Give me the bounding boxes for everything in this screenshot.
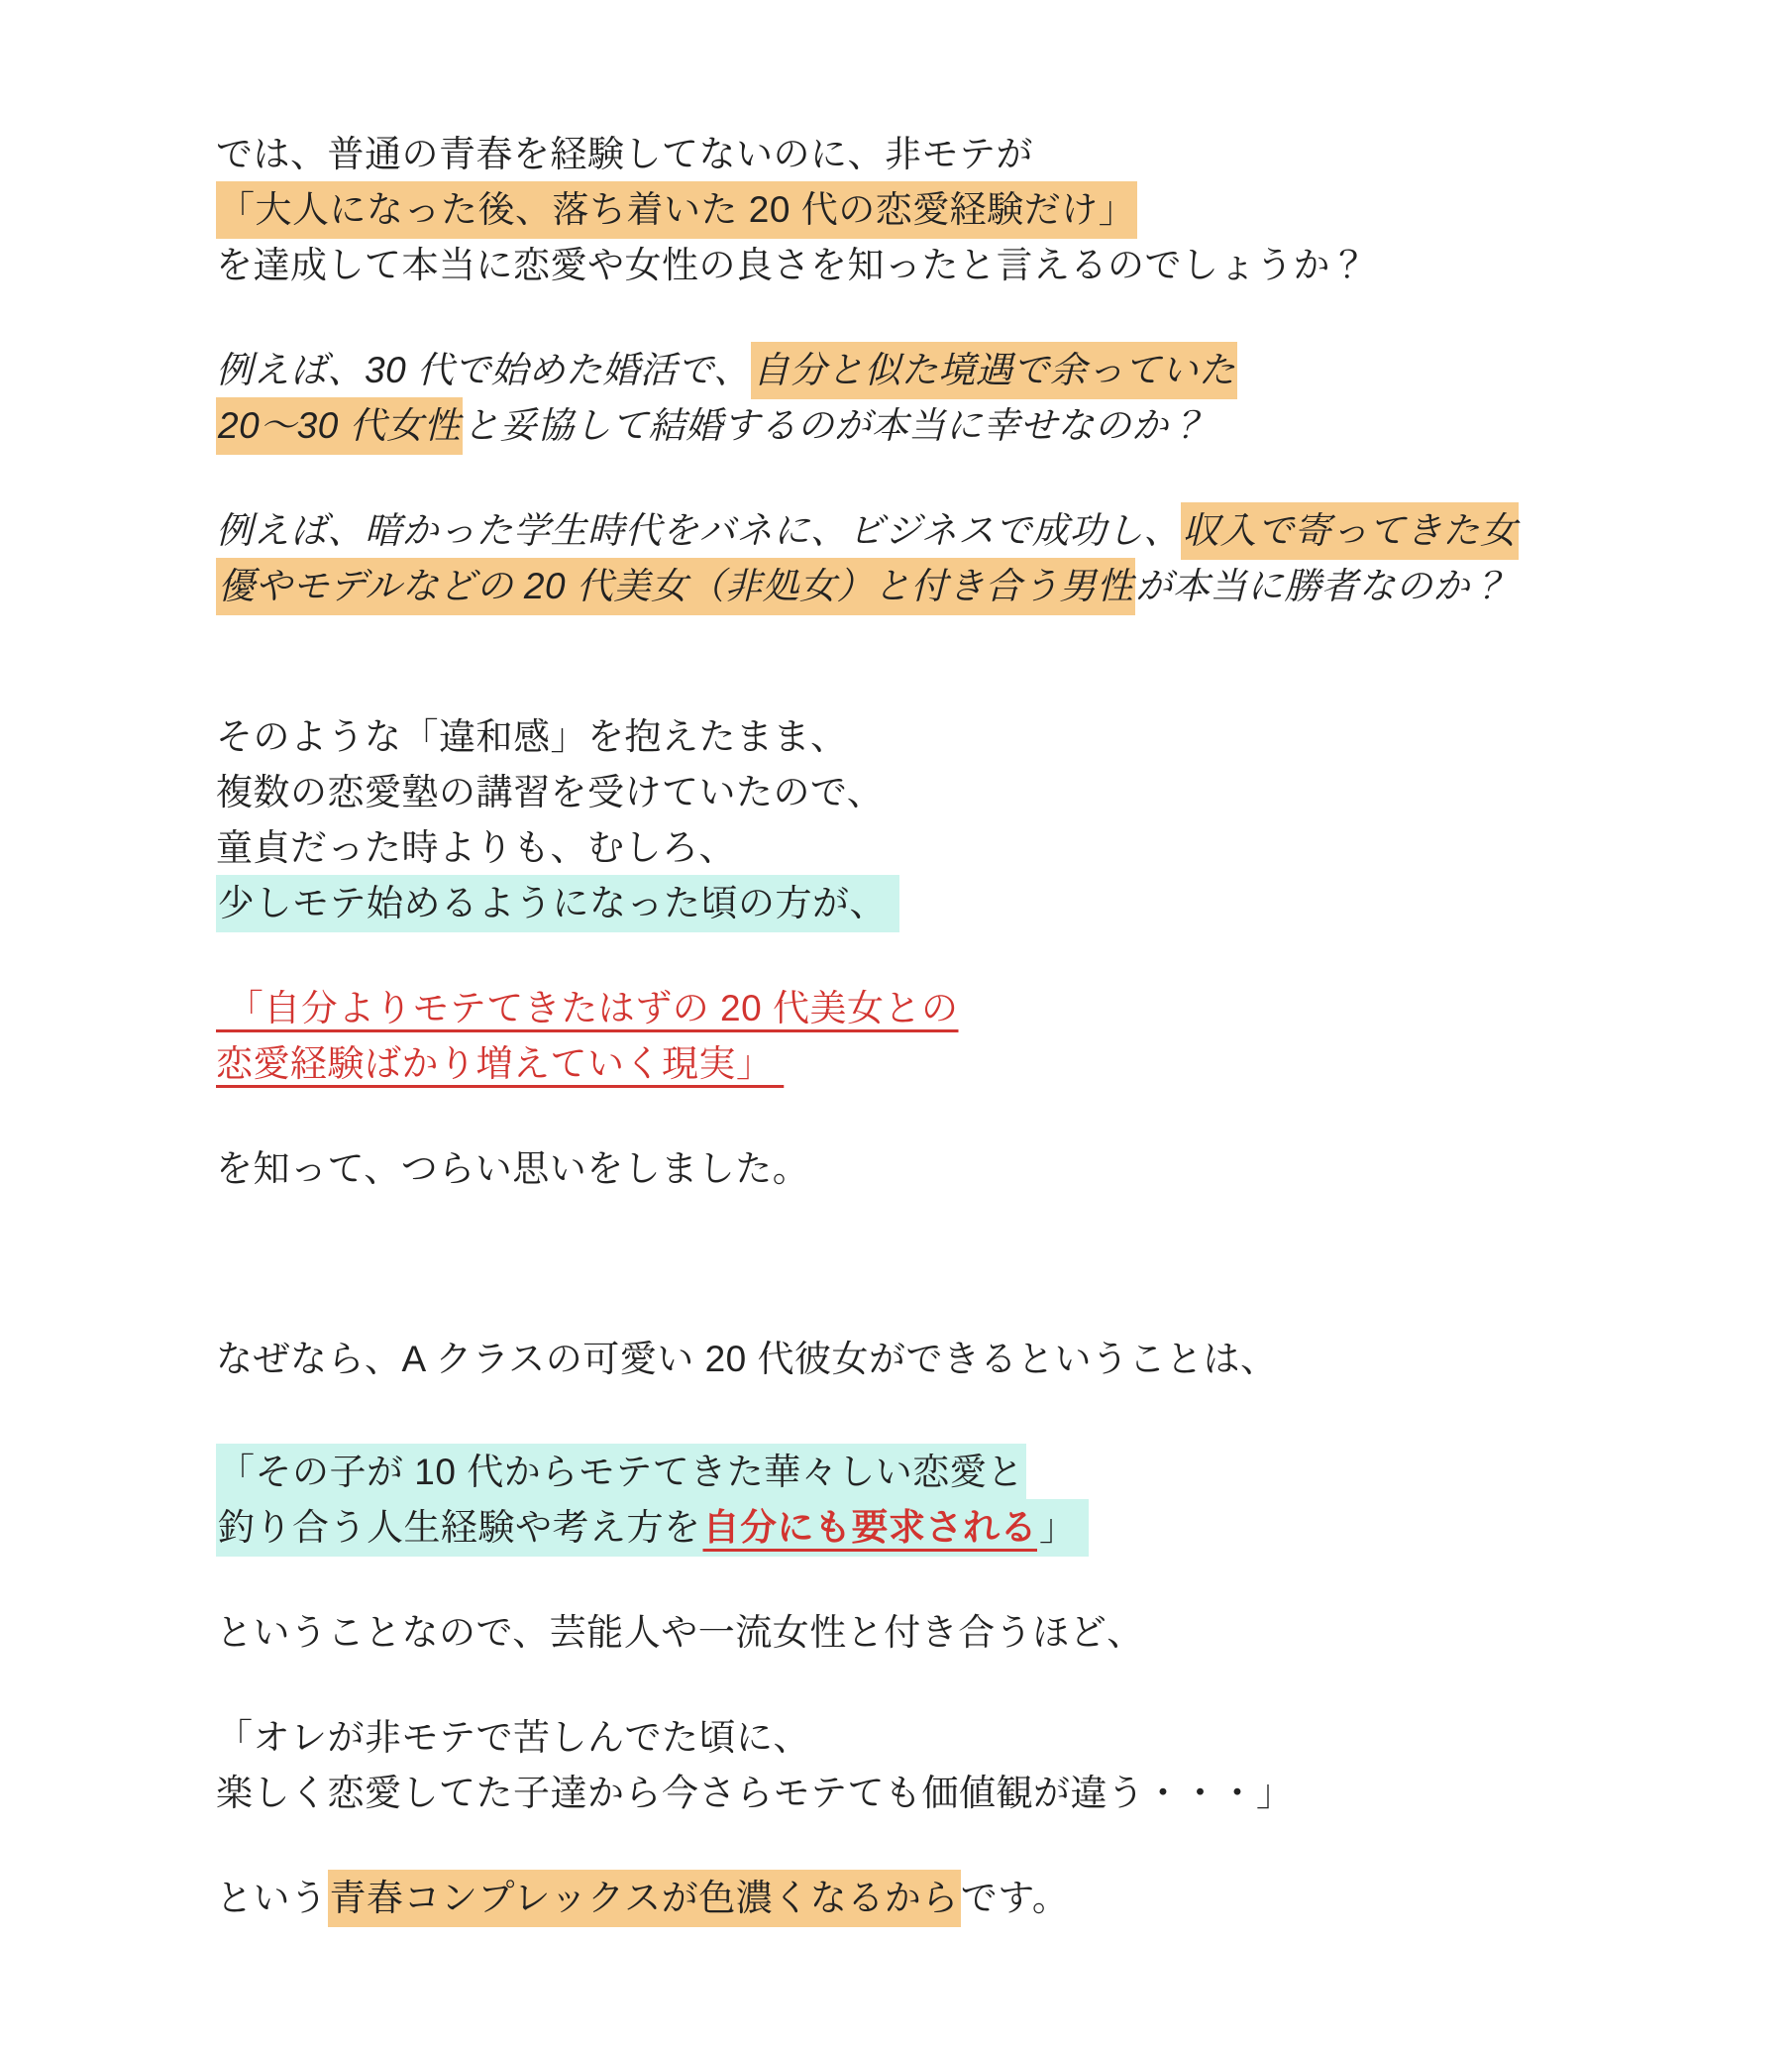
paragraph-p4 <box>216 709 1703 931</box>
text-line <box>216 1605 1703 1661</box>
red-underlined-text: 「自分よりモテてきたはずの 20 代美女との <box>216 988 959 1028</box>
paragraph-p8 <box>216 1445 1703 1556</box>
text-line <box>216 981 1703 1036</box>
text-segment: を達成して本当に恋愛や女性の良さを知ったと言えるのでしょうか？ <box>216 245 1368 285</box>
text-segment: そのような「違和感」を抱えたまま、 <box>216 716 848 757</box>
text-line <box>216 1332 1703 1387</box>
cyan-highlighted-text: 「その子が 10 代からモテてきた華々しい恋愛と <box>216 1444 1026 1501</box>
text-line <box>216 503 1703 559</box>
orange-highlighted-text: 「大人になった後、落ち着いた 20 代の恋愛経験だけ」 <box>216 181 1137 239</box>
orange-highlighted-text: 優やモデルなどの 20 代美女（非処女）と付き合う男性 <box>216 558 1135 615</box>
cyan-highlighted-text: 少しモテ始めるようになった頃の方が、 <box>216 875 899 932</box>
text-line <box>216 1766 1703 1821</box>
orange-highlighted-text: 収入で寄ってきた女 <box>1181 502 1520 560</box>
cyan-highlighted-text: 」 <box>1037 1499 1089 1557</box>
orange-highlighted-text: 青春コンプレックスが色濃くなるから <box>328 1870 961 1927</box>
text-segment: ということなので、芸能人や一流女性と付き合うほど、 <box>216 1612 1144 1653</box>
text-segment: なぜなら、A クラスの可愛い 20 代彼女ができるということは、 <box>216 1339 1278 1379</box>
paragraph-p3 <box>216 503 1703 614</box>
paragraph-p2 <box>216 343 1703 454</box>
text-line <box>216 1036 1703 1092</box>
orange-highlighted-text: 20〜30 代女性 <box>216 397 463 455</box>
text-line <box>216 343 1703 398</box>
text-segment: を知って、つらい思いをしました。 <box>216 1148 810 1189</box>
text-line <box>216 559 1703 614</box>
text-segment: という <box>216 1878 328 1918</box>
text-line <box>216 820 1703 876</box>
paragraph-p6 <box>216 1141 1703 1197</box>
text-line <box>216 182 1703 238</box>
text-segment: 楽しく恋愛してた子達から今さらモテても価値観が違う・・・」 <box>216 1773 1294 1813</box>
text-segment: 例えば、30 代で始めた婚活で、 <box>216 350 751 390</box>
paragraph-p5 <box>216 981 1703 1092</box>
document-body <box>216 127 1703 1926</box>
text-line <box>216 1871 1703 1926</box>
text-line <box>216 398 1703 454</box>
text-line <box>216 238 1703 293</box>
text-segment: では、普通の青春を経験してないのに、非モテが <box>216 134 1033 174</box>
red-emphasis-on-cyan-highlight: 自分にも要求される <box>703 1499 1038 1557</box>
orange-highlighted-text: 自分と似た境遇で余っていた <box>751 342 1238 399</box>
paragraph-p10 <box>216 1710 1703 1821</box>
text-segment: が本当に勝者なのか？ <box>1135 566 1508 606</box>
text-segment: 童貞だった時よりも、むしろ、 <box>216 827 736 868</box>
paragraph-p7 <box>216 1332 1703 1387</box>
text-line <box>216 876 1703 931</box>
text-segment: 「オレが非モテで苦しんでた頃に、 <box>216 1717 810 1758</box>
text-segment: 例えば、暗かった学生時代をバネに、ビジネスで成功し、 <box>216 510 1181 551</box>
paragraph-p9 <box>216 1605 1703 1661</box>
text-segment: です。 <box>960 1878 1070 1918</box>
paragraph-p11 <box>216 1871 1703 1926</box>
text-segment: と妥協して結婚するのが本当に幸せなのか？ <box>463 405 1207 446</box>
text-line <box>216 765 1703 820</box>
paragraph-p1 <box>216 127 1703 293</box>
cyan-highlighted-text: 釣り合う人生経験や考え方を <box>216 1499 703 1557</box>
text-line <box>216 1141 1703 1197</box>
text-segment: 複数の恋愛塾の講習を受けていたので、 <box>216 772 885 812</box>
text-line <box>216 127 1703 182</box>
text-line <box>216 709 1703 765</box>
text-line <box>216 1710 1703 1766</box>
text-line <box>216 1445 1703 1500</box>
red-underlined-text: 恋愛経験ばかり増えていく現実」 <box>216 1043 785 1084</box>
text-line <box>216 1500 1703 1556</box>
